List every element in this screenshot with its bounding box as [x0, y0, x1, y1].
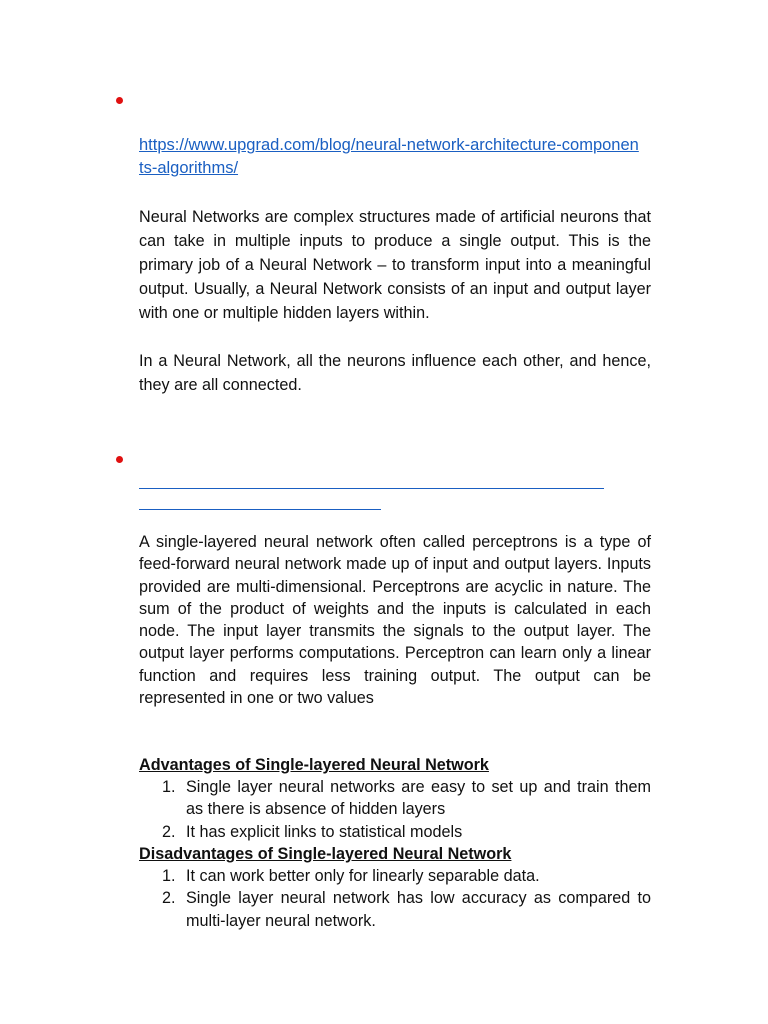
advantages-list [139, 776, 651, 843]
list-number: 2. [162, 889, 176, 908]
disadvantages-list [139, 865, 651, 932]
bullet-icon [116, 97, 123, 104]
perceptron-paragraph: A single-layered neural network often called perceptrons is a type of feed-forward neural network made up of input and output layers. Inputs provided are multi-dimensional. Perceptrons are acyclic in nature. The sum of the product of weights and the inputs is calculated in each node. The input layer transmits the signals to the output layer. The output layer performs computations. Perceptron can learn only a linear function and requires less training output. The output can be represented in one or two values [139, 533, 651, 708]
list-item [139, 821, 651, 843]
list-item-text: Single layer neural networks are easy to set up and train them as there is absence of hidden layers [186, 778, 651, 819]
source-link[interactable]: https://www.upgrad.com/blog/neural-network-architecture-components-algorithms/ [139, 136, 639, 177]
intro-paragraph: Neural Networks are complex structures made of artificial neurons that can take in multiple inputs to produce a single output. This is the primary job of a Neural Network – to transform input into a meaningful output. Usually, a Neural Network consists of an input and output layer with one or multiple hidden layers within. [139, 208, 651, 322]
disadvantages-heading: Disadvantages of Single-layered Neural Network [139, 845, 512, 863]
list-item [139, 865, 651, 887]
connectivity-paragraph: In a Neural Network, all the neurons influence each other, and hence, they are all connected. [139, 352, 651, 394]
list-number: 2. [162, 822, 176, 841]
advantages-heading: Advantages of Single-layered Neural Network [139, 756, 489, 774]
list-item-text: It has explicit links to statistical models [186, 822, 463, 841]
list-item [139, 887, 651, 932]
empty-link-line[interactable] [139, 488, 604, 489]
list-item-text: Single layer neural network has low accuracy as compared to multi-layer neural network. [186, 889, 651, 930]
list-number: 1. [162, 867, 176, 885]
bullet-icon [116, 456, 123, 463]
empty-link-line[interactable] [139, 509, 381, 510]
list-item-text: It can work better only for linearly separable data. [186, 867, 540, 885]
list-item [139, 776, 651, 821]
list-number: 1. [162, 778, 176, 796]
